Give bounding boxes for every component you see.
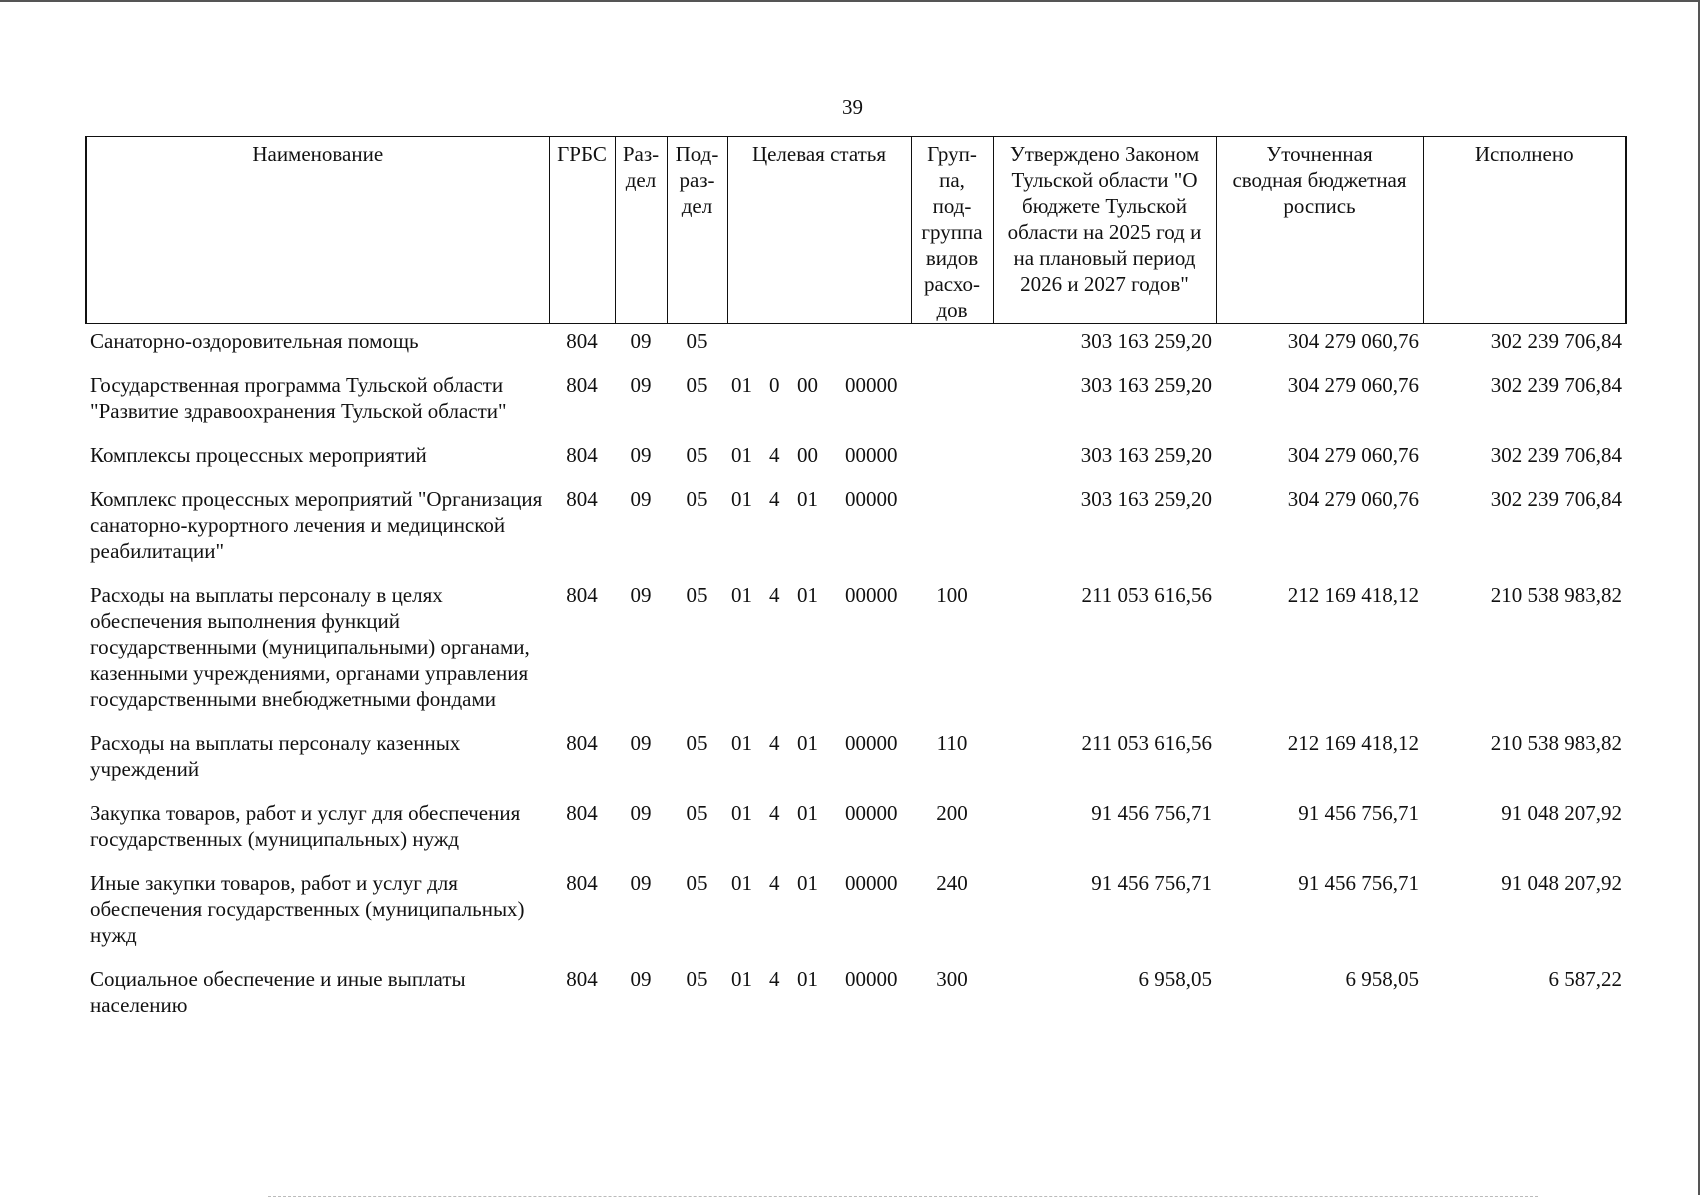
- header-target: Целевая статья: [727, 137, 911, 324]
- header-grbs: ГРБС: [549, 137, 615, 324]
- header-podrazdel: Под- раз- дел: [667, 137, 727, 324]
- row-grbs: 804: [566, 487, 598, 511]
- header-refined: Уточненная сводная бюджетная роспись: [1216, 137, 1423, 324]
- target-type: 0: [769, 373, 780, 397]
- target-type: 4: [769, 487, 780, 511]
- target-complex: 01: [797, 487, 818, 511]
- table-header-row: [86, 137, 1626, 324]
- target-program: 01: [731, 871, 752, 895]
- page-number: 39: [842, 95, 863, 119]
- row-target: [727, 962, 911, 1032]
- row-name: Иные закупки товаров, работ и услуг для обеспечения государственных (муниципальных) нужд: [90, 871, 525, 947]
- row-podrazdel: 05: [686, 487, 708, 511]
- row-target: [727, 368, 911, 438]
- row-grbs: 804: [566, 967, 598, 991]
- row-approved: 211 053 616,56: [1081, 731, 1212, 755]
- row-razdel: 09: [630, 443, 652, 467]
- target-type: 4: [769, 731, 780, 755]
- table-row: [86, 578, 1626, 726]
- target-direction: 00000: [845, 443, 898, 467]
- target-direction: 00000: [845, 373, 898, 397]
- row-grbs: 804: [566, 731, 598, 755]
- row-group: [911, 368, 993, 438]
- row-name: Расходы на выплаты персоналу в целях обеспечения выполнения функций государственными (муниципальными) органами, казенными учреждениями, органами управления государственными внебюджетными фондами: [90, 583, 530, 711]
- row-group: 100: [936, 583, 968, 607]
- row-razdel: 09: [630, 801, 652, 825]
- target-direction: 00000: [845, 731, 898, 755]
- target-direction: 00000: [845, 871, 898, 895]
- row-razdel: 09: [630, 967, 652, 991]
- row-refined: 212 169 418,12: [1287, 583, 1419, 607]
- target-complex: 01: [797, 731, 818, 755]
- target-complex: 01: [797, 801, 818, 825]
- row-approved: 6 958,05: [1138, 967, 1212, 991]
- target-type: 4: [769, 583, 780, 607]
- row-refined: 304 279 060,76: [1287, 487, 1419, 511]
- row-podrazdel: 05: [686, 329, 708, 353]
- row-approved: 91 456 756,71: [1091, 801, 1212, 825]
- row-razdel: 09: [630, 373, 652, 397]
- row-podrazdel: 05: [686, 373, 708, 397]
- row-executed: 302 239 706,84: [1490, 373, 1622, 397]
- row-approved: 303 163 259,20: [1080, 373, 1212, 397]
- row-name: Государственная программа Тульской области "Развитие здравоохранения Тульской области": [90, 373, 507, 423]
- row-podrazdel: 05: [686, 443, 708, 467]
- row-approved: 303 163 259,20: [1080, 443, 1212, 467]
- row-razdel: 09: [630, 329, 652, 353]
- row-executed: 302 239 706,84: [1490, 487, 1622, 511]
- table-row: [86, 482, 1626, 578]
- row-executed: 302 239 706,84: [1490, 329, 1622, 353]
- row-group: 240: [936, 871, 968, 895]
- row-refined: 91 456 756,71: [1298, 871, 1419, 895]
- row-razdel: 09: [630, 871, 652, 895]
- row-executed: 302 239 706,84: [1490, 443, 1622, 467]
- row-target: [727, 578, 911, 726]
- target-complex: 01: [797, 967, 818, 991]
- target-complex: 01: [797, 583, 818, 607]
- row-group: [911, 482, 993, 578]
- target-direction: 00000: [845, 967, 898, 991]
- row-executed: 210 538 983,82: [1490, 731, 1622, 755]
- target-program: 01: [731, 373, 752, 397]
- row-podrazdel: 05: [686, 967, 708, 991]
- target-program: 01: [731, 583, 752, 607]
- row-group: 200: [936, 801, 968, 825]
- row-executed: 91 048 207,92: [1501, 871, 1622, 895]
- row-target: [727, 796, 911, 866]
- target-direction: 00000: [845, 801, 898, 825]
- target-program: 01: [731, 443, 752, 467]
- row-grbs: 804: [566, 583, 598, 607]
- row-approved: 303 163 259,20: [1080, 487, 1212, 511]
- row-executed: 91 048 207,92: [1501, 801, 1622, 825]
- target-complex: 00: [797, 373, 818, 397]
- row-podrazdel: 05: [686, 801, 708, 825]
- row-name: Расходы на выплаты персоналу казенных учреждений: [90, 731, 461, 781]
- row-grbs: 804: [566, 801, 598, 825]
- table-row: [86, 866, 1626, 962]
- target-program: 01: [731, 731, 752, 755]
- row-approved: 211 053 616,56: [1081, 583, 1212, 607]
- row-refined: 212 169 418,12: [1287, 731, 1419, 755]
- row-name: Комплекс процессных мероприятий "Организация санаторно-курортного лечения и медицинской реабилитации": [90, 487, 543, 563]
- row-approved: 303 163 259,20: [1080, 329, 1212, 353]
- row-podrazdel: 05: [686, 583, 708, 607]
- row-name: Комплексы процессных мероприятий: [90, 443, 427, 467]
- row-group: [911, 324, 993, 369]
- target-program: 01: [731, 487, 752, 511]
- row-refined: 304 279 060,76: [1287, 443, 1419, 467]
- row-group: [911, 438, 993, 482]
- table-row: [86, 726, 1626, 796]
- target-complex: 00: [797, 443, 818, 467]
- header-executed: Исполнено: [1423, 137, 1626, 324]
- target-type: 4: [769, 871, 780, 895]
- page-bottom-rule: [268, 1196, 1538, 1197]
- row-target: [727, 482, 911, 578]
- target-program: 01: [731, 801, 752, 825]
- table-row: [86, 368, 1626, 438]
- target-type: 4: [769, 967, 780, 991]
- row-grbs: 804: [566, 871, 598, 895]
- row-grbs: 804: [566, 443, 598, 467]
- row-name: Социальное обеспечение и иные выплаты населению: [90, 967, 466, 1017]
- row-refined: 6 958,05: [1345, 967, 1419, 991]
- row-podrazdel: 05: [686, 871, 708, 895]
- row-refined: 304 279 060,76: [1287, 329, 1419, 353]
- row-podrazdel: 05: [686, 731, 708, 755]
- row-group: 300: [936, 967, 968, 991]
- budget-table: [85, 136, 1627, 1032]
- row-name: Санаторно-оздоровительная помощь: [90, 329, 419, 353]
- table-row: [86, 324, 1626, 369]
- row-refined: 304 279 060,76: [1287, 373, 1419, 397]
- row-razdel: 09: [630, 583, 652, 607]
- table-row: [86, 438, 1626, 482]
- header-approved: Утверждено Законом Тульской области "О бюджете Тульской области на 2025 год и на плановый период 2026 и 2027 годов": [993, 137, 1216, 324]
- row-target: [727, 866, 911, 962]
- target-direction: 00000: [845, 487, 898, 511]
- row-refined: 91 456 756,71: [1298, 801, 1419, 825]
- table-row: [86, 796, 1626, 866]
- row-approved: 91 456 756,71: [1091, 871, 1212, 895]
- target-complex: 01: [797, 871, 818, 895]
- target-program: 01: [731, 967, 752, 991]
- row-target: [727, 324, 911, 369]
- row-razdel: 09: [630, 487, 652, 511]
- header-razdel: Раз- дел: [615, 137, 667, 324]
- target-direction: 00000: [845, 583, 898, 607]
- header-group: Груп- па, под- группа видов расхо- дов: [911, 137, 993, 324]
- row-name: Закупка товаров, работ и услуг для обеспечения государственных (муниципальных) нужд: [90, 801, 521, 851]
- target-type: 4: [769, 801, 780, 825]
- row-executed: 6 587,22: [1548, 967, 1622, 991]
- row-group: 110: [936, 731, 968, 755]
- table-row: [86, 962, 1626, 1032]
- row-grbs: 804: [566, 373, 598, 397]
- row-razdel: 09: [630, 731, 652, 755]
- row-target: [727, 726, 911, 796]
- row-executed: 210 538 983,82: [1490, 583, 1622, 607]
- header-name: Наименование: [86, 137, 549, 324]
- row-grbs: 804: [566, 329, 598, 353]
- target-type: 4: [769, 443, 780, 467]
- row-target: [727, 438, 911, 482]
